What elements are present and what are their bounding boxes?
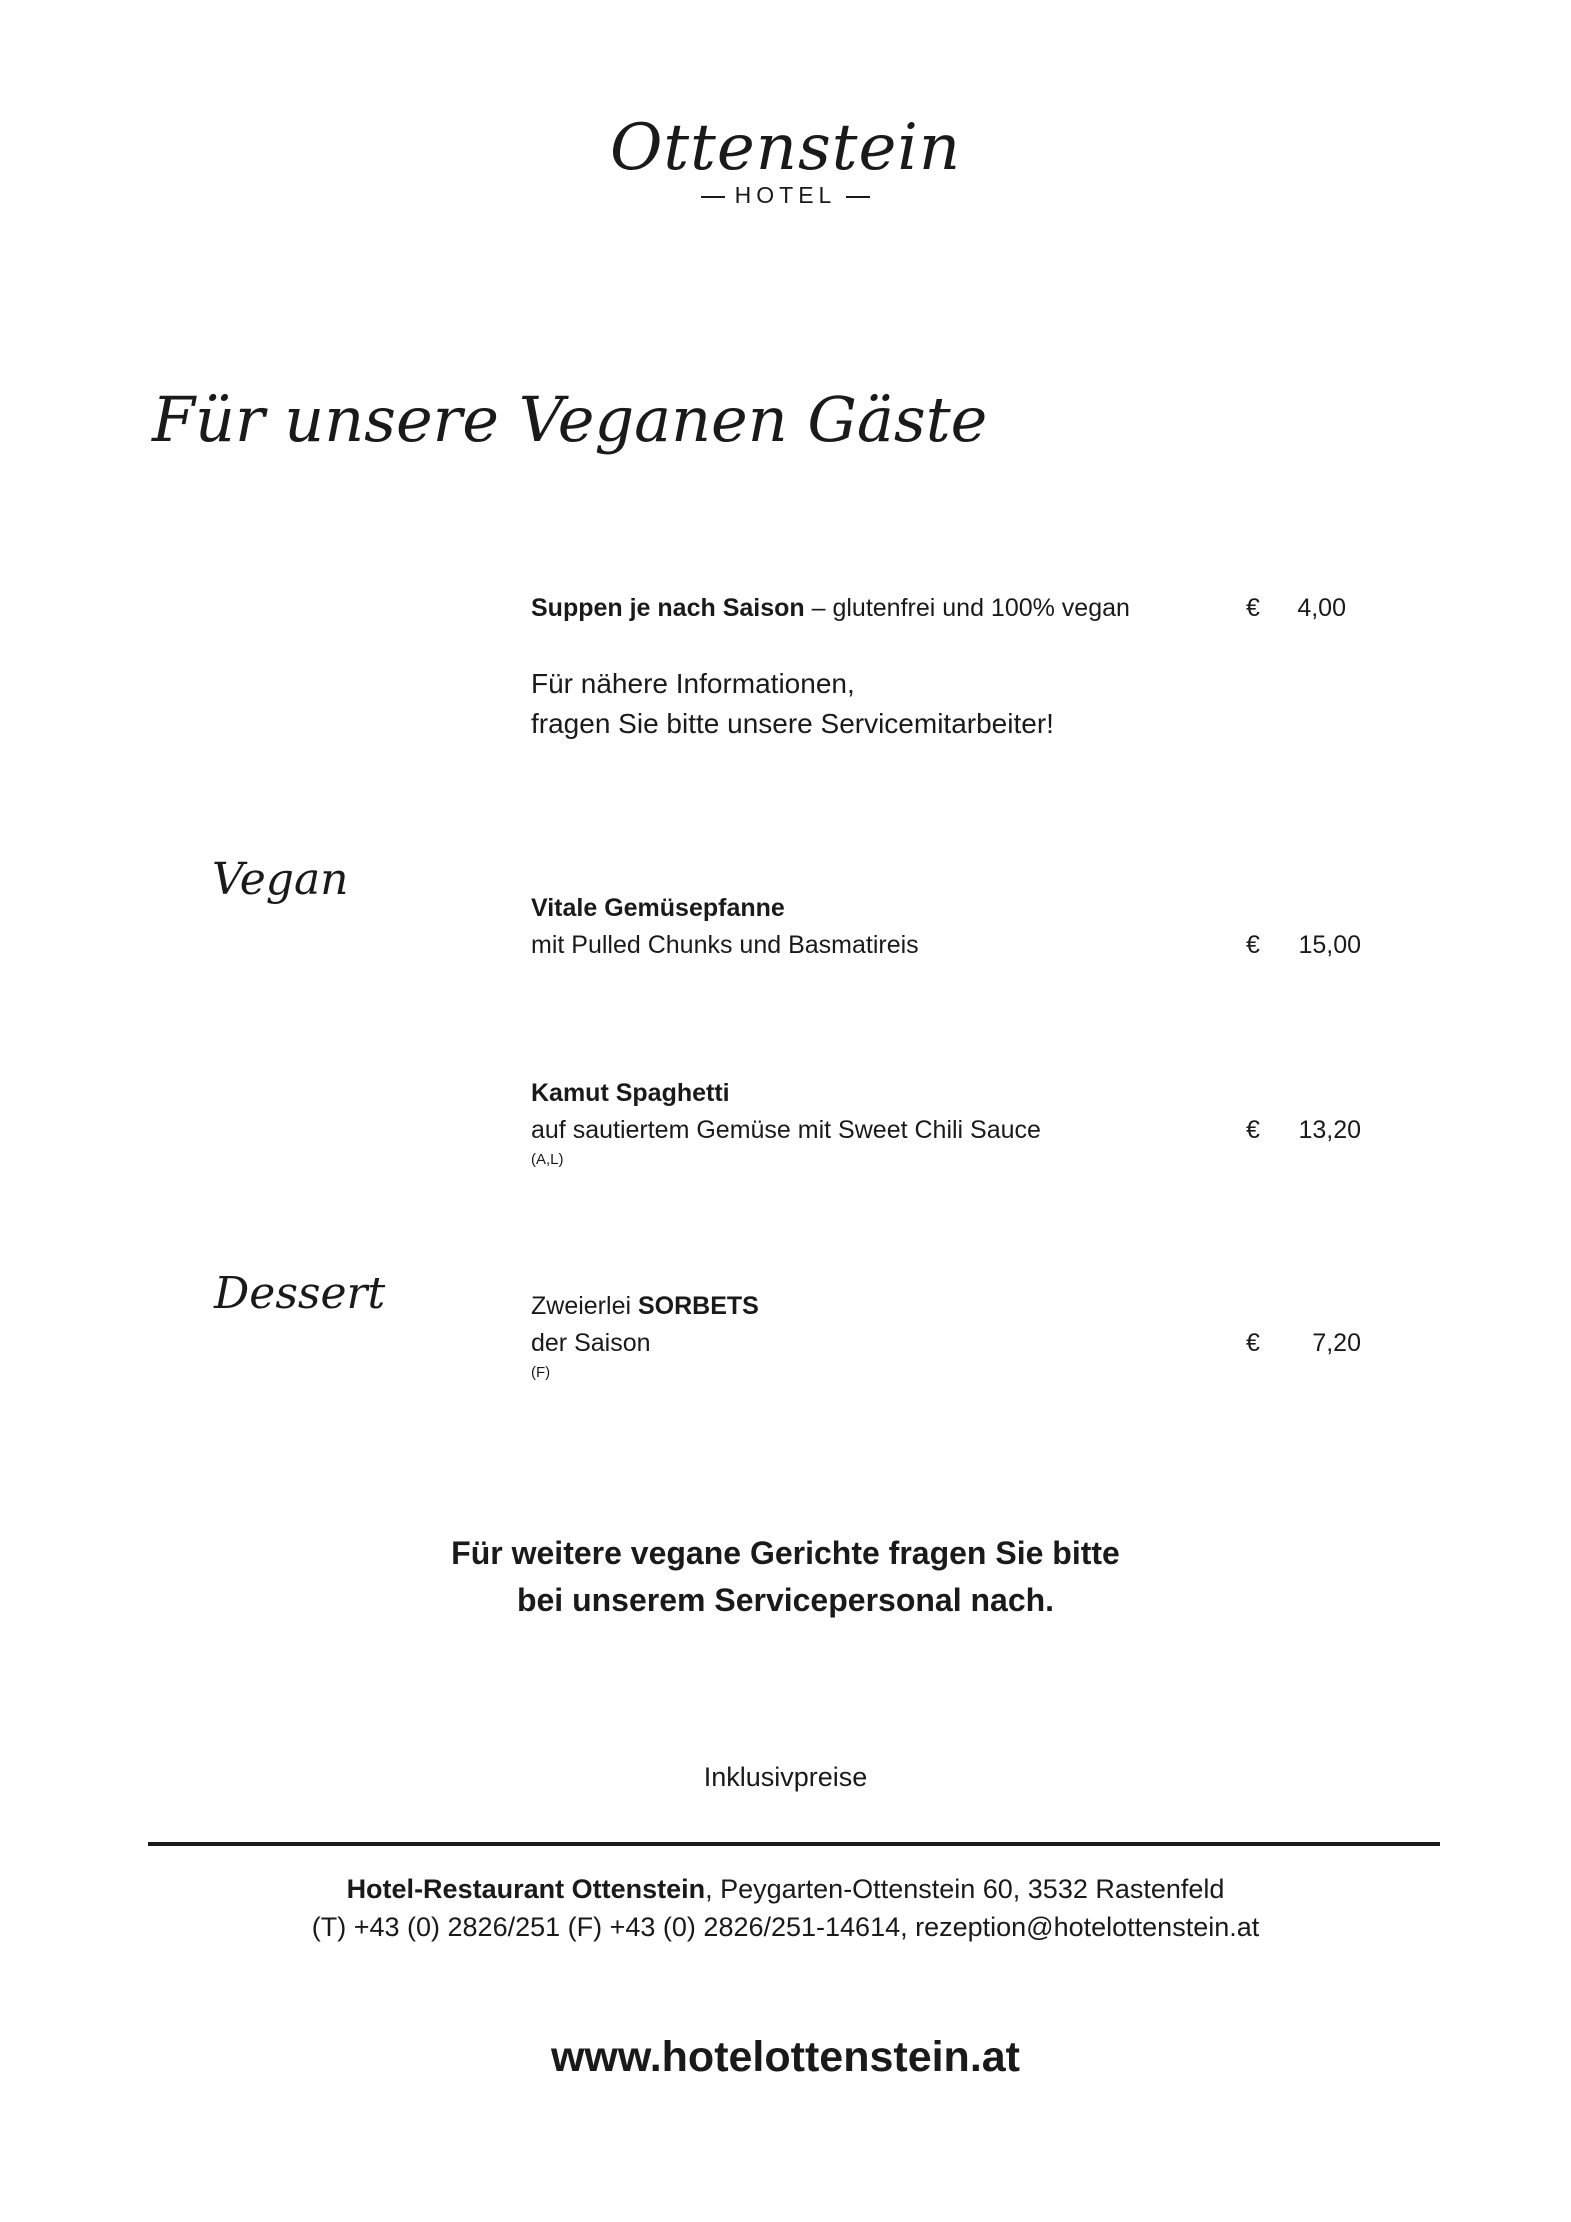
logo-subtitle	[0, 180, 1571, 210]
price-amount: 7,20	[1312, 1329, 1361, 1357]
closing-note-line2: bei unserem Servicepersonal nach.	[516, 1582, 1055, 1618]
price-amount: 4,00	[1297, 594, 1346, 622]
currency-symbol: €	[1246, 931, 1260, 959]
logo-dash-right	[846, 196, 870, 198]
section-heading-vegan: Vegan	[212, 854, 349, 905]
closing-note-line1: Für weitere vegane Gerichte fragen Sie bitte	[451, 1535, 1120, 1571]
currency-symbol: €	[1246, 1116, 1260, 1144]
menu-item-desc: – glutenfrei und 100% vegan	[804, 594, 1130, 622]
footer-contact: (T) +43 (0) 2826/251 (F) +43 (0) 2826/251-14614, rezeption@hotelottenstein.at	[311, 1912, 1260, 1942]
menu-item-desc: der Saison	[531, 1329, 651, 1357]
prices-note: Inklusivpreise	[703, 1762, 868, 1792]
menu-item-name: Vitale Gemüsepfanne	[531, 894, 785, 922]
price-amount: 13,20	[1298, 1116, 1361, 1144]
footer-hotel-name: Hotel-Restaurant Ottenstein	[346, 1874, 706, 1904]
logo-dash-left	[701, 196, 725, 198]
price-amount: 15,00	[1298, 931, 1361, 959]
footer-address-text: , Peygarten-Ottenstein 60, 3532 Rastenfeld	[705, 1874, 1225, 1904]
menu-item-desc: auf sautiertem Gemüse mit Sweet Chili Sauce	[531, 1116, 1041, 1144]
section-heading-dessert: Dessert	[214, 1268, 386, 1319]
currency-symbol: €	[1246, 594, 1260, 622]
footer-address	[0, 1870, 1571, 1908]
menu-item-allergens: (A,L)	[531, 1151, 564, 1168]
menu-item-soup	[531, 590, 1361, 627]
menu-item-line	[531, 590, 1361, 627]
page-title: Für unsere Veganen Gäste	[152, 383, 988, 456]
soup-note-line2: fragen Sie bitte unsere Servicemitarbeiter!	[531, 708, 1054, 739]
menu-item-spaghetti	[531, 1075, 1361, 1171]
menu-item-desc: mit Pulled Chunks und Basmatireis	[531, 931, 919, 959]
website-link[interactable]: www.hotelottenstein.at	[550, 2033, 1021, 2081]
menu-item-gemuesepfanne	[531, 890, 1361, 964]
soup-note-line1: Für nähere Informationen,	[531, 668, 855, 699]
currency-symbol: €	[1246, 1329, 1260, 1357]
menu-item-name: Kamut Spaghetti	[531, 1079, 730, 1107]
footer-divider	[148, 1842, 1440, 1846]
soup-note	[531, 664, 1054, 744]
closing-note	[0, 1530, 1571, 1624]
menu-item-title	[531, 1288, 1361, 1325]
logo-name: Ottenstein	[609, 111, 962, 185]
menu-item-allergens: (F)	[531, 1364, 551, 1381]
menu-item-sorbets	[531, 1288, 1361, 1384]
logo-subtitle-text: HOTEL	[734, 182, 837, 208]
menu-item-name: Suppen je nach Saison	[531, 594, 805, 622]
menu-item-prefix: Zweierlei	[531, 1292, 638, 1320]
menu-item-name: SORBETS	[637, 1292, 759, 1320]
